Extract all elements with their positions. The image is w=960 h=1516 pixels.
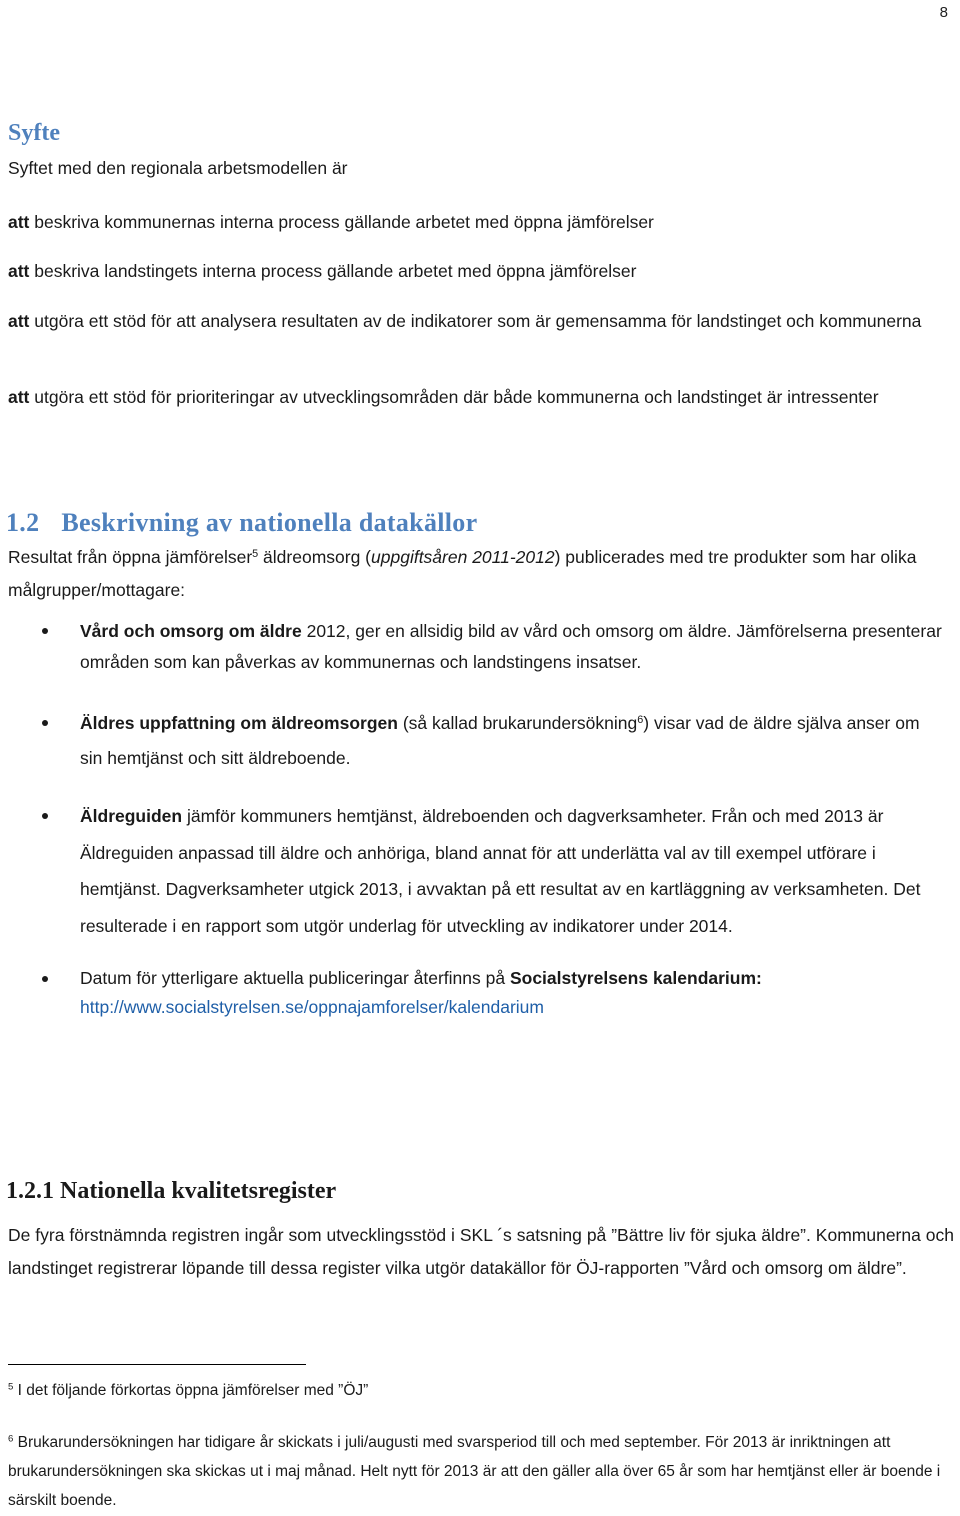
- section-heading: [6, 508, 477, 538]
- syfte-heading: Syfte: [8, 120, 60, 146]
- syfte-item-text: utgöra ett stöd för att analysera resultaten av de indikatorer som är gemensamma för landstinget och kommunerna: [29, 311, 922, 331]
- subsection-body: De fyra förstnämnda registren ingår som utvecklingsstöd i SKL ´s satsning på ”Bättre liv för sjuka äldre”. Kommunerna och landstinget registrerar löpande till dessa register vilka utgör datakällor för ÖJ-rapporten ”Vård och omsorg om äldre”.: [8, 1225, 954, 1278]
- list-item-kalendarium: Datum för ytterligare aktuella publiceringar återfinns på Socialstyrelsens kalendarium: http://www.socialstyrelsen.se/oppnajamforelser/kalendarium: [0, 964, 960, 1022]
- bullet-icon: [42, 720, 48, 726]
- kalendarium-link[interactable]: http://www.socialstyrelsen.se/oppnajamforelser/kalendarium: [80, 997, 544, 1017]
- footnote-ref-5: 5: [252, 548, 259, 561]
- syfte-intro: Syftet med den regionala arbetsmodellen är: [8, 158, 348, 178]
- syfte-item-lead: att: [8, 387, 30, 407]
- syfte-item-text: beskriva kommunernas interna process gällande arbetet med öppna jämförelser: [29, 212, 654, 232]
- page-number: 8: [939, 4, 948, 21]
- footnote-mark: 5: [8, 1381, 14, 1393]
- syfte-item-3: [8, 307, 940, 335]
- syfte-item-text: utgöra ett stöd för prioriteringar av utvecklingsområden där både kommunerna och landstinget är intressenter: [29, 387, 879, 407]
- bullet-icon: [42, 628, 48, 634]
- section-title: Beskrivning av nationella datakällor: [61, 508, 478, 537]
- syfte-item-lead: att: [8, 311, 30, 331]
- bullet-icon: [42, 813, 48, 819]
- section-number: 1.2: [6, 508, 40, 537]
- list-item-vard-och-omsorg: Vård och omsorg om äldre 2012, ger en allsidig bild av vård och omsorg om äldre. Jämförelserna presenterar områden som kan påverkas av kommunernas och landstingens insatser.: [0, 616, 960, 678]
- footnote-divider: [8, 1364, 306, 1365]
- syfte-item-lead: att: [8, 212, 30, 232]
- bullet-icon: [42, 976, 48, 982]
- syfte-item-1: [8, 208, 940, 236]
- list-item-aldreguiden: Äldreguiden jämför kommuners hemtjänst, äldreboenden och dagverksamheter. Från och med 2013 är Äldreguiden anpassad till äldre och anhöriga, bland annat för att underlätta val av till exempel utförare i hemtjänst. Dagverksamheter utgick 2013, i avvaktan på ett resultat av en kartläggning av verksamheten. Det resulterade i en rapport som utgör underlag för utveckling av indikatorer under 2014.: [0, 798, 960, 944]
- list-item-aldres-uppfattning: Äldres uppfattning om äldreomsorgen (så kallad brukarundersökning$^6$) visar vad de äldre själva anser om sin hemtjänst och sitt äldreboende.: [0, 706, 960, 776]
- footnote-ref-6: 6: [637, 714, 644, 727]
- footnote-mark: 6: [8, 1433, 14, 1445]
- syfte-item-text: beskriva landstingets interna process gällande arbetet med öppna jämförelser: [29, 261, 637, 281]
- italic-years: uppgiftsåren 2011-2012: [371, 547, 555, 567]
- syfte-item-2: [8, 257, 940, 285]
- footnote-5: $^5$ I det följande förkortas öppna jämförelser med ”ÖJ”: [8, 1381, 369, 1399]
- syfte-item-4: [8, 383, 940, 411]
- subsection-heading: 1.2.1 Nationella kvalitetsregister: [6, 1178, 337, 1204]
- footnote-6: $^6$ Brukarundersökningen har tidigare år skickats i juli/augusti med svarsperiod till och med september. För 2013 är inriktningen att brukarundersökningen ska skickas ut i maj månad. Helt nytt för 2013 är att den gäller alla över 65 år som har hemtjänst eller är boende i särskilt boende.: [8, 1433, 941, 1509]
- section-intro: Resultat från öppna jämförelser$^5$ äldreomsorg (uppgiftsåren 2011-2012) publicerades med tre produkter som har olika målgrupper/mottagare:: [8, 547, 917, 600]
- products-list: [0, 616, 960, 1022]
- syfte-item-lead: att: [8, 261, 30, 281]
